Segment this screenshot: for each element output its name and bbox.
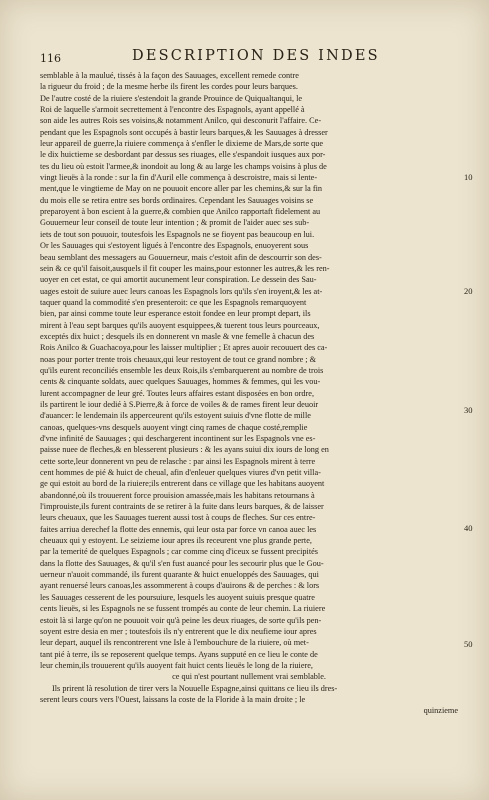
text-line: cent hommes de pié & huict de cheual, afin d'enleuer quelques viures d'vn petit villa- [40, 468, 321, 478]
text-line: ment,que le vingtieme de May on ne pouuoit encore aller par les chemins,& sur la fin [40, 184, 323, 194]
text-line: De l'autre costé de la riuiere s'estendoit la grande Prouince de Quiqualtanqui, le [40, 93, 303, 103]
text-line: uerneur n'auoit commandé, ils furent quarante & huict enueloppés des Sauuages, qui [40, 570, 319, 580]
margin-number: 30 [464, 405, 473, 415]
text-line: Roi de laquelle s'armoit secrettement à l'encontre des Espagnols, ayant appellé à [40, 105, 305, 115]
text-line: noas pour porter trente trois cheuaux,qui leur restoyent de tout ce grand nombre ; & [40, 354, 317, 364]
text-line: Or les Sauuages qui s'estoyent ligués à l'encontre des Espagnols, enuoyerent sous [40, 241, 309, 251]
text-line: vingt lieuës à la ronde : sur la fin d'Auril elle commença à descroistre, mais si lente- [40, 173, 318, 183]
text-line: quinzieme [423, 706, 458, 716]
body-text [40, 70, 458, 717]
page-number: 116 [40, 52, 61, 65]
margin-number: 10 [464, 172, 473, 182]
text-line: ce qui n'est pourtant nullement vrai semblable. [172, 672, 326, 682]
text-line: tes du lieu où estoit l'armee,& inondoit au long & au large les champs voisins à plus de [40, 161, 327, 171]
page-header [40, 48, 460, 70]
text-line: cents lieuës, si les Espagnols ne se fussent trompés au conte de leur chemin. La riuiere [40, 604, 326, 614]
text-line: leur depart, auquel ils rencontrerent vne Isle à l'embouchure de la riuiere, où met- [40, 638, 309, 648]
text-line: cheuaux qui y estoyent. Le seizieme iour apres ils receurent vne plus grande perte, [40, 536, 312, 546]
margin-number: 50 [464, 639, 473, 649]
text-line: semblable à la maulué, tissés à la façon des Sauuages, excellent remede contre [40, 71, 299, 80]
text-line: d'vne infinité de Sauuages ; qui deschargerent incontinent sur les Espagnols vne es- [40, 434, 316, 443]
text-line: tant pié à terre, ils se reposerent quelque temps. Ayans supputé en ce lieu le conte de [40, 649, 318, 659]
text-line: ils partirent le iour dedié à S.Pierre,& à force de voiles & de rames firent leur deuoir [40, 399, 319, 409]
text-line: canoas, quelques-vns desquels auoyent vingt cinq rames de chaque costé,remplie [40, 422, 308, 432]
text-line: beau semblant des messagers au Gouuerneur, mais c'estoit afin de descourrir son des- [40, 252, 322, 262]
text-line: pendant que les Espagnols sont occupés à bastir leurs barques,& les Sauuages à dresser [40, 127, 328, 137]
text-line: l'improuiste,ils furent contraints de se retirer à la fuite dans leurs barques, & de laisser [40, 502, 324, 512]
running-title: DESCRIPTION DES INDES [132, 48, 380, 64]
text-line: ayant renuersé leurs canoas,les assommerent à coups d'auirons & de perches : & lors [40, 581, 320, 591]
text-line: serent leurs cours vers l'Ouest, laissans la coste de la Floride à la main droite ; le [40, 694, 306, 704]
text-line: sein & ce qu'il faisoit,ausquels il fit couper les mains,pour estonner les autres,& les ren- [40, 263, 330, 273]
text-line: preparoyent à bon escient à la guerre,& combien que Anilco rapportaft fidelement au [40, 207, 321, 217]
text-line: son aide les autres Rois ses voisins,& notamment Anilco, qui desconurit l'affaire. Ce- [40, 116, 322, 126]
text-line: dans la flotte des Sauuages, & qu'il s'en fust auancé pour les secourir plus que le Gou- [40, 558, 324, 568]
text-line: qu'ils eurent reconciliés ensemble les deux Rois,ils s'embarquerent au nombre de trois [40, 365, 324, 375]
text-line: Rois Anilco & Guachacoya,pour les laisser multiplier ; Et apres auoir recouuert des ca- [40, 343, 328, 353]
text-line: uages estoit de suiure auec leurs canoas les Espagnols lors qu'ils s'en iroyent,& les at- [40, 286, 323, 296]
text-line: la rigueur du froid ; de la mesme herbe ils firent les cordes pour leurs barques. [40, 82, 298, 92]
text-line: paisse nuee de fleches,& en blesserent plusieurs : & les ayans suiui dix iours de long en [40, 445, 329, 455]
text-line: du mois elle se retira entre ses bords ordinaires. Cependant les Sauuages voisins se [40, 195, 314, 205]
text-line: leur chemin,ils trouuerent qu'ils auoyent fait huict cents lieuës le long de la riuiere, [40, 660, 313, 670]
text-line: les Sauuages cesserent de les poursuiure, lesquels les auoyent suiuis presque quatre [40, 592, 315, 602]
text-line: le dix huictieme se desbordant par dessus ses riuages, elle s'espandoit iusques aux por- [40, 150, 326, 160]
margin-number: 20 [464, 286, 473, 296]
text-line: Ils prirent là resolution de tirer vers la Nouuelle Espagne,ainsi quittans ce lieu ils dres- [52, 683, 338, 693]
text-line: uoyer en cet estat, ce qui amortit aucunement leur conspiration. Le dessein des Sau- [40, 275, 317, 285]
text-line: lurent accompagner de leur gré. Toutes leurs affaires estant disposées en bon ordre, [40, 388, 315, 398]
text-line: leur appareil de guerre,la riuiere commença à s'enfler le dixieme de Mars,de sorte que [40, 139, 323, 149]
text-line: cents & cinquante soldats, auec quelques Sauuages, hommes & femmes, qui les vou- [40, 377, 321, 387]
text-line: taquer quand la commodité s'en presenteroit: ce que les Espagnols remarquoyent [40, 297, 307, 307]
text-line: exceptés dix huict ; desquels ils en donnerent vn masle & vne femelle à chacun des [40, 331, 315, 341]
text-line: soyent estre desia en mer ; toutesfois ils n'y entrerent que le dix neufieme iour apres [40, 626, 317, 636]
text-line: cette sorte,leur donnerent vn peu de relasche : par ainsi les Espagnols mirent à terre [40, 456, 316, 466]
text-line: abandonné,où ils trouuerent force prouision amassée,mais les habitans retournans à [40, 490, 315, 500]
text-line: Gouuerneur leur conseil de toute leur intention ; & promit de l'aider auec ses sub- [40, 218, 310, 228]
text-line: d'auancer: le lendemain ils apperceurent qu'ils estoyent suiuis d'vne flotte de mille [40, 411, 311, 421]
text-line: leurs cheuaux, que les Sauuages tuerent aussi tost à coups de fleches. Sur ces entre- [40, 513, 316, 523]
text-line: iets de tout son pouuoir, toutesfois les Espagnols ne se fioyent pas beaucoup en lui. [40, 229, 315, 239]
text-line: mirent à l'eau sept barques qu'ils auoyent esquippees,& tuerent tous leurs pourceaux, [40, 320, 320, 330]
text-line: bien, par ainsi comme toute leur esperance estoit fondee en leur prompt depart, ils [40, 309, 311, 319]
text-line: par la temerité de quelques Espagnols ; car comme cinq d'iceux se fussent precipités [40, 547, 318, 557]
text-line: ge qui estoit au bord de la riuiere;ils entrerent dans ce village que les habitans auoyent [40, 479, 325, 489]
text-line: faites arriua derechef la flotte des ennemis, qui leur osta par force vn canoa auec les [40, 524, 317, 534]
margin-number: 40 [464, 523, 473, 533]
text-line: estoit là si large qu'on ne pouuoit voir qu'à peine les deux riuages, de sorte qu'ils pen- [40, 615, 322, 625]
